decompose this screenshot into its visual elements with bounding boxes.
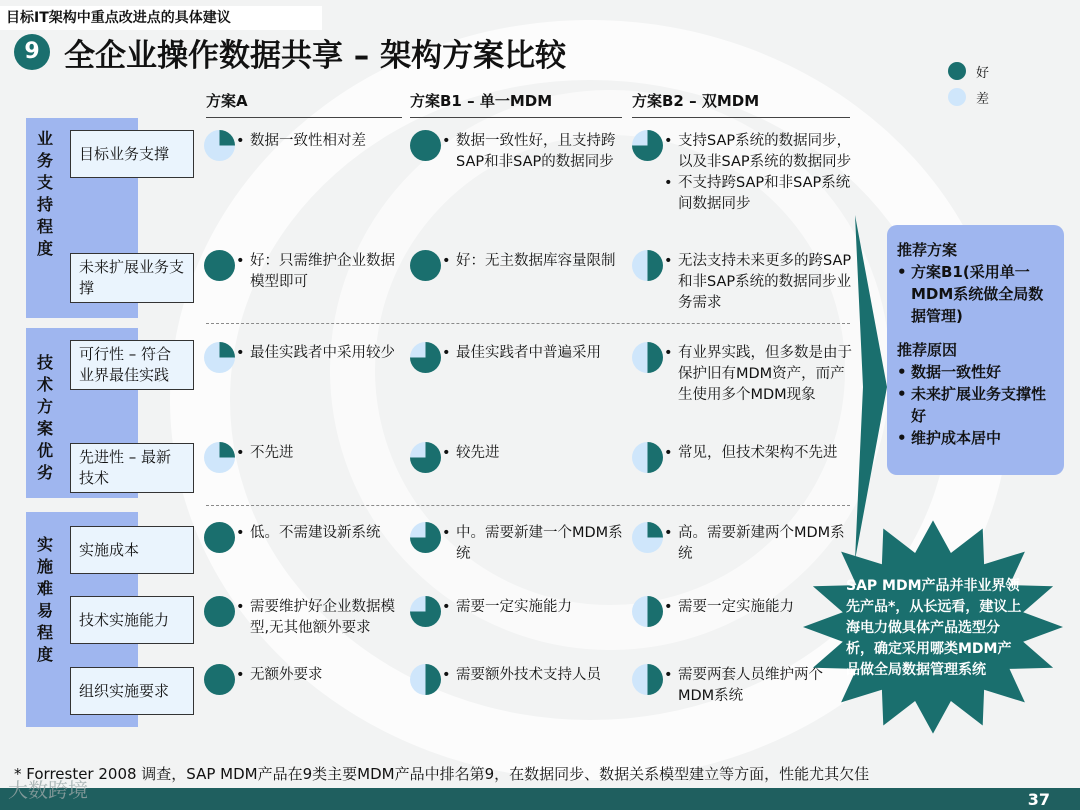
- assessment-cell: [236, 251, 408, 293]
- assessment-bullet: • 需要两套人员维护两个MDM系统: [664, 667, 823, 704]
- legend-poor-label: 差: [976, 91, 990, 107]
- column-header-option-b2: 方案B2 – 双MDM: [632, 90, 850, 118]
- rating-pie-icon: [632, 664, 663, 695]
- rating-pie-icon: [204, 522, 235, 553]
- rating-pie-icon: [204, 130, 235, 161]
- legend-item-poor: [948, 84, 989, 110]
- assessment-bullet: • 不先进: [236, 445, 294, 461]
- assessment-bullet: • 常见，但技术架构不先进: [664, 445, 838, 461]
- section-label: 目标IT架构中重点改进点的具体建议: [0, 6, 322, 30]
- rating-pie-icon: [632, 130, 663, 161]
- assessment-cell: [442, 251, 626, 272]
- section-divider: [206, 323, 850, 324]
- rating-pie-icon: [632, 596, 663, 627]
- reason-item: • 未来扩展业务支撑性好: [897, 385, 1047, 425]
- rating-pie-icon: [204, 250, 235, 281]
- criterion-advancement: 先进性 – 最新技术: [70, 443, 194, 493]
- recommendation-reason-title: 推荐原因: [897, 341, 958, 359]
- assessment-bullet: • 数据一致性好，且支持跨SAP和非SAP的数据同步: [442, 133, 616, 170]
- assessment-bullet: • 无额外要求: [236, 667, 323, 683]
- criterion-feasibility: 可行性 – 符合业界最佳实践: [70, 340, 194, 390]
- rating-pie-icon: [204, 342, 235, 373]
- assessment-cell: [236, 443, 408, 464]
- category-label-business: 业务支持程度: [36, 129, 53, 258]
- slide-number-badge: 9: [14, 34, 50, 70]
- rating-pie-icon: [632, 342, 663, 373]
- assessment-cell: [664, 343, 852, 406]
- rating-pie-icon: [204, 442, 235, 473]
- page-number: 37: [1027, 790, 1050, 809]
- assessment-bullet: • 需要一定实施能力: [664, 599, 794, 615]
- assessment-bullet: • 较先进: [442, 445, 500, 461]
- assessment-cell: [236, 523, 408, 544]
- rating-pie-icon: [410, 442, 441, 473]
- rating-pie-icon: [204, 664, 235, 695]
- legend-good-icon: [948, 62, 966, 80]
- rating-pie-icon: [410, 522, 441, 553]
- criterion-organization-requirement: 组织实施要求: [70, 667, 194, 715]
- assessment-cell: [236, 131, 408, 152]
- assessment-cell: [664, 131, 852, 215]
- criterion-implementation-cost: 实施成本: [70, 526, 194, 574]
- criterion-target-business-support: 目标业务支撑: [70, 130, 194, 178]
- footnote: * Forrester 2008 调查，SAP MDM产品在9类主要MDM产品中排名第9，在数据同步、数据关系模型建立等方面，性能尤其欠佳: [14, 765, 870, 783]
- assessment-cell: [664, 443, 852, 464]
- assessment-bullet: • 无法支持未来更多的跨SAP和非SAP系统的数据同步业务需求: [664, 253, 852, 311]
- recommendation-item: • 方案B1(采用单一MDM系统做全局数据管理): [897, 263, 1044, 325]
- assessment-bullet: • 需要一定实施能力: [442, 599, 572, 615]
- assessment-bullet: • 低。不需建设新系统: [236, 525, 381, 541]
- assessment-cell: [442, 523, 626, 565]
- category-label-technical: 技术方案优劣: [36, 353, 53, 482]
- assessment-bullet: • 中。需要新建一个MDM系统: [442, 525, 623, 562]
- legend: [948, 58, 989, 110]
- column-header-option-b1: 方案B1 – 单一MDM: [410, 90, 622, 118]
- rating-pie-icon: [410, 250, 441, 281]
- legend-good-label: 好: [976, 65, 990, 81]
- rating-pie-icon: [204, 596, 235, 627]
- assessment-cell: [442, 597, 626, 618]
- assessment-bullet: • 支持SAP系统的数据同步，以及非SAP系统的数据同步: [664, 133, 852, 170]
- rating-pie-icon: [410, 596, 441, 627]
- category-label-implementation: 实施难易程度: [36, 535, 53, 664]
- legend-poor-icon: [948, 88, 966, 106]
- rating-pie-icon: [632, 442, 663, 473]
- legend-item-good: [948, 58, 989, 84]
- assessment-cell: [236, 343, 408, 364]
- page-title: 全企业操作数据共享 – 架构方案比较: [64, 38, 567, 74]
- assessment-cell: [442, 343, 626, 364]
- assessment-cell: [442, 131, 626, 173]
- callout-text: SAP MDM产品并非业界领先产品*，从长远看，建议上海电力做具体产品选型分析，确定采用哪类MDM产品做全局数据管理系统: [846, 578, 1022, 678]
- assessment-bullet: • 高。需要新建两个MDM系统: [664, 525, 845, 562]
- rating-pie-icon: [632, 250, 663, 281]
- rating-pie-icon: [632, 522, 663, 553]
- assessment-bullet: • 好：只需维护企业数据模型即可: [236, 253, 395, 290]
- assessment-bullet: • 需要额外技术支持人员: [442, 667, 601, 683]
- arrow-icon: [855, 215, 887, 560]
- assessment-bullet: • 有业界实践，但多数是由于保护旧有MDM资产，而产生使用多个MDM现象: [664, 345, 852, 403]
- assessment-bullet: • 最佳实践者中普遍采用: [442, 345, 601, 361]
- recommendation-box: [887, 225, 1064, 475]
- assessment-cell: [236, 665, 408, 686]
- section-divider: [206, 505, 850, 506]
- reason-item: • 维护成本居中: [897, 429, 1002, 447]
- rating-pie-icon: [410, 342, 441, 373]
- recommendation-title: 推荐方案: [897, 241, 958, 259]
- reason-item: • 数据一致性好: [897, 363, 1002, 381]
- column-header-option-a: 方案A: [206, 90, 402, 118]
- assessment-cell: [236, 597, 408, 639]
- criterion-future-expansion: 未来扩展业务支撑: [70, 253, 194, 303]
- assessment-bullet: • 好：无主数据库容量限制: [442, 253, 616, 269]
- assessment-cell: [664, 251, 852, 314]
- rating-pie-icon: [410, 130, 441, 161]
- assessment-bullet: • 数据一致性相对差: [236, 133, 366, 149]
- rating-pie-icon: [410, 664, 441, 695]
- footer-bar: [0, 788, 1080, 810]
- watermark-logo: 大数跨境: [8, 778, 88, 802]
- assessment-bullet: • 需要维护好企业数据模型,无其他额外要求: [236, 599, 395, 636]
- assessment-bullet: • 不支持跨SAP和非SAP系统间数据同步: [664, 175, 851, 212]
- assessment-cell: [442, 443, 626, 464]
- assessment-cell: [442, 665, 626, 686]
- assessment-bullet: • 最佳实践者中采用较少: [236, 345, 395, 361]
- criterion-technical-capability: 技术实施能力: [70, 596, 194, 644]
